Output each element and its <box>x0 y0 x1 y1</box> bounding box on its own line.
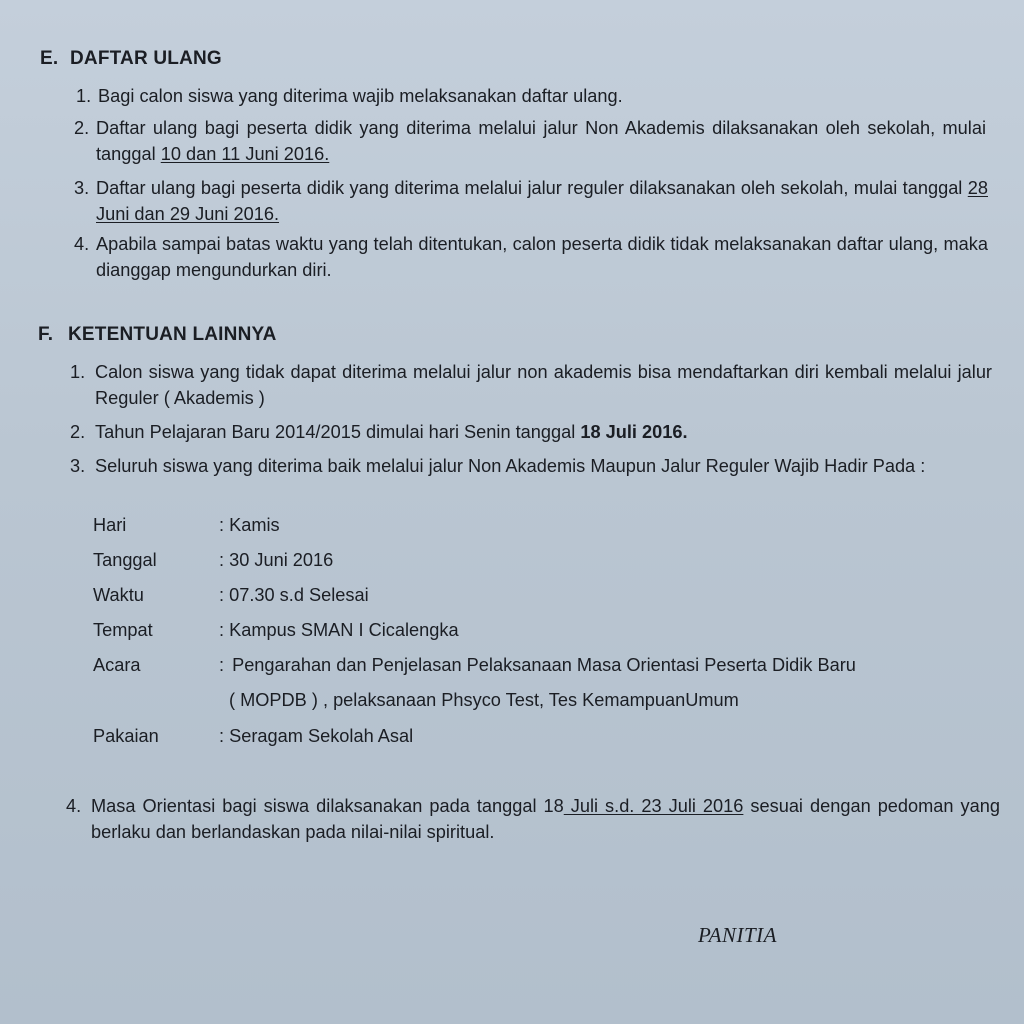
detail-label: Waktu <box>93 585 144 605</box>
detail-value: : Seragam Sekolah Asal <box>219 726 414 746</box>
underlined-date: 10 dan 11 Juni 2016. <box>160 144 330 164</box>
detail-label: Tempat <box>93 620 153 640</box>
item-number: 4. <box>66 796 82 816</box>
detail-value: : Kampus SMAN I Cicalengka <box>219 620 459 640</box>
item-text: Calon siswa yang tidak dapat diterima melalui jalur non akademis bisa mendaftarkan diri kembali melalui jalur Reguler ( Akademis ) <box>95 362 992 408</box>
list-item <box>74 175 988 227</box>
section-title: KETENTUAN LAINNYA <box>68 324 277 345</box>
item-text: Apabila sampai batas waktu yang telah ditentukan, calon peserta didik tidak melaksanakan daftar ulang, maka dianggap mengundurkan diri. <box>96 234 988 280</box>
signature-panitia: PANITIA <box>698 923 777 947</box>
list-item <box>66 793 1000 845</box>
underlined-date: 28 Juni dan 29 Juni 2016. <box>96 178 988 224</box>
section-title: DAFTAR ULANG <box>70 48 222 69</box>
section-heading-ketentuan-lainnya <box>38 324 277 346</box>
item-number: 2. <box>74 118 90 138</box>
list-item <box>76 83 996 109</box>
list-item <box>70 419 992 445</box>
item-text: Tahun Pelajaran Baru 2014/2015 dimulai hari Senin tanggal 18 Juli 2016. <box>95 422 688 442</box>
detail-value: : 30 Juni 2016 <box>219 550 334 570</box>
item-number: 4. <box>74 234 90 254</box>
item-number: 1. <box>70 362 86 382</box>
detail-value: : Kamis <box>219 515 280 535</box>
section-letter: E. <box>40 48 59 69</box>
item-text: Daftar ulang bagi peserta didik yang diterima melalui jalur reguler dilaksanakan oleh sekolah, mulai tanggal 28 Juni dan 29 Juni 2016. <box>96 178 988 224</box>
underlined-date: Juli s.d. 23 Juli 2016 <box>563 796 744 816</box>
item-text: Seluruh siswa yang diterima baik melalui jalur Non Akademis Maupun Jalur Reguler Wajib Hadir Pada : <box>95 456 926 476</box>
item-number: 2. <box>70 422 86 442</box>
item-number: 1. <box>76 86 92 106</box>
detail-value-continuation: ( MOPDB ) , pelaksanaan Phsyco Test, Tes KemampuanUmum <box>229 690 739 710</box>
section-heading-daftar-ulang <box>40 48 222 70</box>
detail-label: Pakaian <box>93 726 159 746</box>
item-text: Daftar ulang bagi peserta didik yang diterima melalui jalur Non Akademis dilaksanakan oleh sekolah, mulai tanggal 10 dan 11 Juni 2016. <box>96 118 986 164</box>
item-text: Masa Orientasi bagi siswa dilaksanakan pada tanggal 18 Juli s.d. 23 Juli 2016 sesuai dengan pedoman yang berlaku dan berlandaskan pada nilai-nilai spiritual. <box>91 796 1000 842</box>
item-text: Bagi calon siswa yang diterima wajib melaksanakan daftar ulang. <box>98 86 623 106</box>
list-item <box>74 231 988 283</box>
list-item <box>70 453 992 479</box>
list-item <box>74 115 986 167</box>
detail-label: Acara <box>93 655 141 675</box>
list-item <box>70 359 992 411</box>
item-number: 3. <box>74 178 90 198</box>
detail-label: Hari <box>93 515 127 535</box>
detail-value: : Pengarahan dan Penjelasan Pelaksanaan Masa Orientasi Peserta Didik Baru <box>219 655 856 675</box>
section-letter: F. <box>38 324 54 345</box>
bold-date: 18 Juli 2016. <box>580 422 688 442</box>
item-number: 3. <box>70 456 86 476</box>
detail-value: : 07.30 s.d Selesai <box>219 585 369 605</box>
detail-label: Tanggal <box>93 550 157 570</box>
